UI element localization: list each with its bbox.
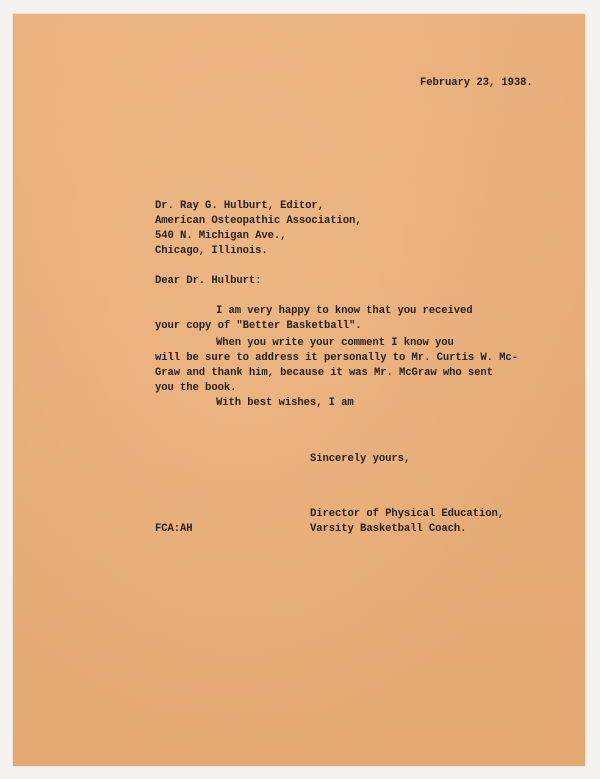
letter-date: February 23, 1938.: [420, 77, 533, 89]
closing: Sincerely yours,: [310, 453, 411, 465]
signature-title-2: Varsity Basketball Coach.: [310, 523, 467, 535]
paragraph-2-line-1: When you write your comment I know you: [216, 337, 454, 349]
recipient-line-3: 540 N. Michigan Ave.,: [155, 230, 287, 242]
recipient-line-4: Chicago, Illinois.: [155, 245, 268, 257]
recipient-line-2: American Osteopathic Association,: [155, 215, 362, 227]
paragraph-2-line-3: Graw and thank him, because it was Mr. McGraw who sent: [155, 367, 493, 379]
paragraph-1-line-2: your copy of "Better Basketball".: [155, 320, 362, 332]
signature-title-1: Director of Physical Education,: [310, 508, 504, 520]
recipient-line-1: Dr. Ray G. Hulburt, Editor,: [155, 200, 324, 212]
letter-sheet: [13, 14, 585, 766]
salutation: Dear Dr. Hulburt:: [155, 275, 262, 287]
paragraph-1-line-1: I am very happy to know that you received: [216, 305, 473, 317]
paragraph-3: With best wishes, I am: [216, 397, 354, 409]
typist-initials: FCA:AH: [155, 523, 193, 535]
paragraph-2-line-4: you the book.: [155, 382, 237, 394]
paragraph-2-line-2: will be sure to address it personally to Mr. Curtis W. Mc-: [155, 352, 518, 364]
